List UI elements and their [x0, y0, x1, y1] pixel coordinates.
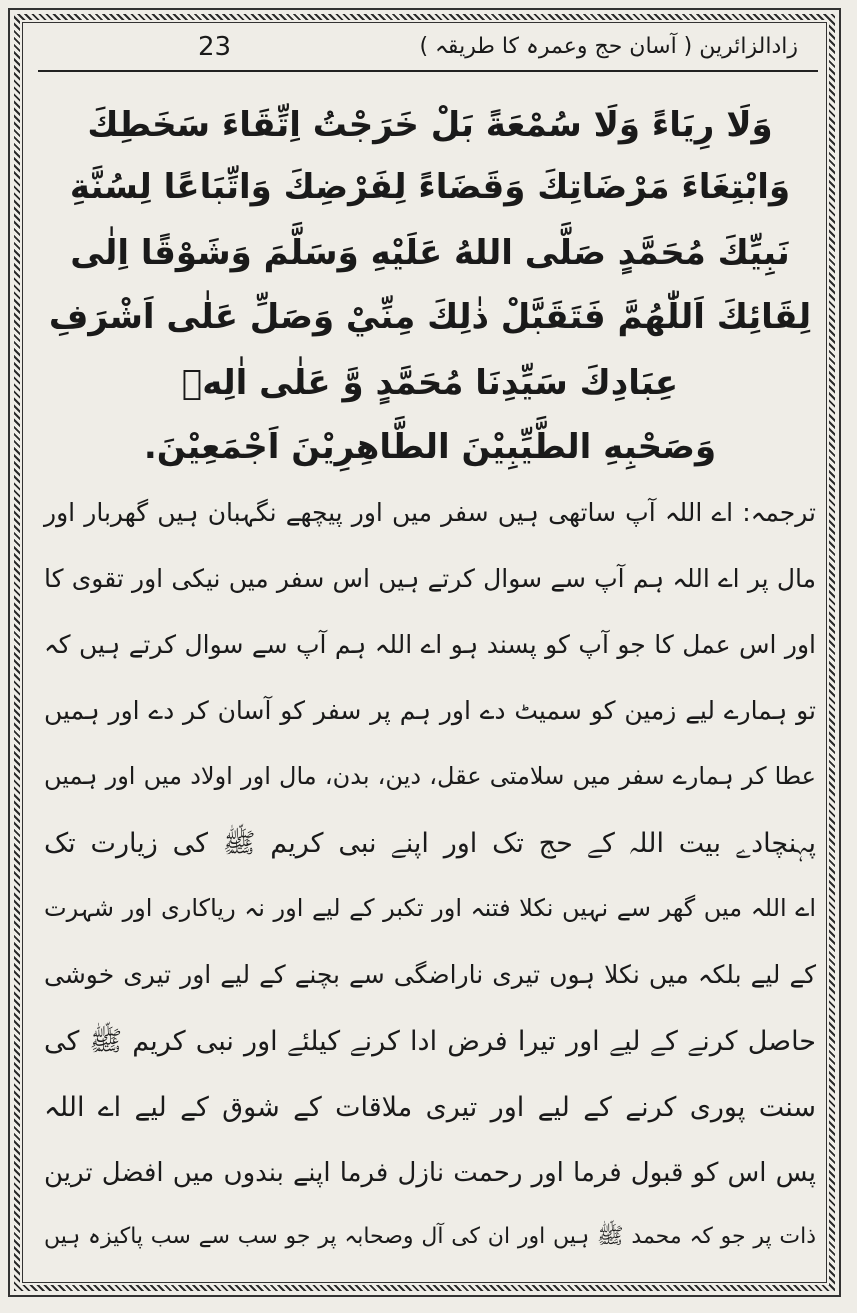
- translation-line: تو ہمارے لیے زمین کو سمیٹ دے اور ہم پر سفر کو آسان کر دے اور ہمیں: [44, 696, 816, 725]
- arabic-line: عِبَادِكَ سَيِّدِنَا مُحَمَّدٍ وَّ عَلٰى اٰلِهٖ: [181, 363, 679, 403]
- translation-line: سنت پوری کرنے کے لیے اور تیری ملاقات کے شوق کے لیے اے اللہ: [44, 1092, 816, 1123]
- translation-line: مال پر اے اللہ ہم آپ سے سوال کرتے ہیں اس سفر میں نیکی اور تقوی کا: [44, 564, 816, 593]
- translation-line: حاصل کرنے کے لیے اور تیرا فرض ادا کرنے کیلئے اور نبی کریم ﷺ کی: [44, 1026, 816, 1057]
- translation-line: ترجمہ: اے اللہ آپ ساتھی ہیں سفر میں اور پیچھے نگہبان ہیں گھربار اور: [44, 498, 816, 527]
- arabic-line: وَابْتِغَاءَ مَرْضَاتِكَ وَقَضَاءً لِفَرْضِكَ وَاتِّبَاعًا لِسُنَّةِ: [69, 167, 791, 207]
- arabic-line: نَبِيِّكَ مُحَمَّدٍ صَلَّى اللهُ عَلَيْهِ وَسَلَّمَ وَشَوْقًا اِلٰى: [70, 233, 790, 273]
- translation-line: ذات پر جو کہ محمد ﷺ ہیں اور ان کی آل وصحابہ پر جو سب سے سب پاکیزہ ہیں: [44, 1224, 816, 1249]
- arabic-line: وَلَا رِيَاءً وَلَا سُمْعَةً بَلْ خَرَجْتُ اِتِّقَاءَ سَخَطِكَ: [87, 105, 773, 145]
- translation-line: کے لیے بلکہ میں نکلا ہوں تیری ناراضگی سے بچنے کے لیے اور تیری خوشی: [44, 960, 816, 989]
- translation-line: اے اللہ میں گھر سے نہیں نکلا فتنہ اور تکبر کے لیے اور نہ ریاکاری اور شہرت: [44, 894, 816, 922]
- translation-line: اور اس عمل کا جو آپ کو پسند ہو اے اللہ ہم آپ سے سوال کرتے ہیں کہ: [44, 630, 816, 659]
- page-number: 23: [198, 32, 232, 62]
- translation-line: عطا کر ہمارے سفر میں سلامتی عقل، دین، بدن، مال اور اولاد میں اور ہمیں: [44, 762, 816, 790]
- arabic-line: لِقَائِكَ اَللّٰهُمَّ فَتَقَبَّلْ ذٰلِكَ مِنِّيْ وَصَلِّ عَلٰى اَشْرَفِ: [48, 297, 812, 337]
- running-title: زادالزائرین ( آسان حج وعمرہ کا طریقہ ): [419, 34, 798, 59]
- translation-line: پس اس کو قبول فرما اور رحمت نازل فرما اپنے بندوں میں افضل ترین: [44, 1158, 816, 1188]
- arabic-line: وَصَحْبِهِ الطَّيِّبِيْنَ الطَّاهِرِيْنَ اَجْمَعِيْنَ.: [143, 427, 717, 467]
- translation-line: پہنچادے بیت اللہ کے حج تک اور اپنے نبی کریم ﷺ کی زیارت تک: [44, 828, 816, 859]
- page-header: [38, 28, 818, 72]
